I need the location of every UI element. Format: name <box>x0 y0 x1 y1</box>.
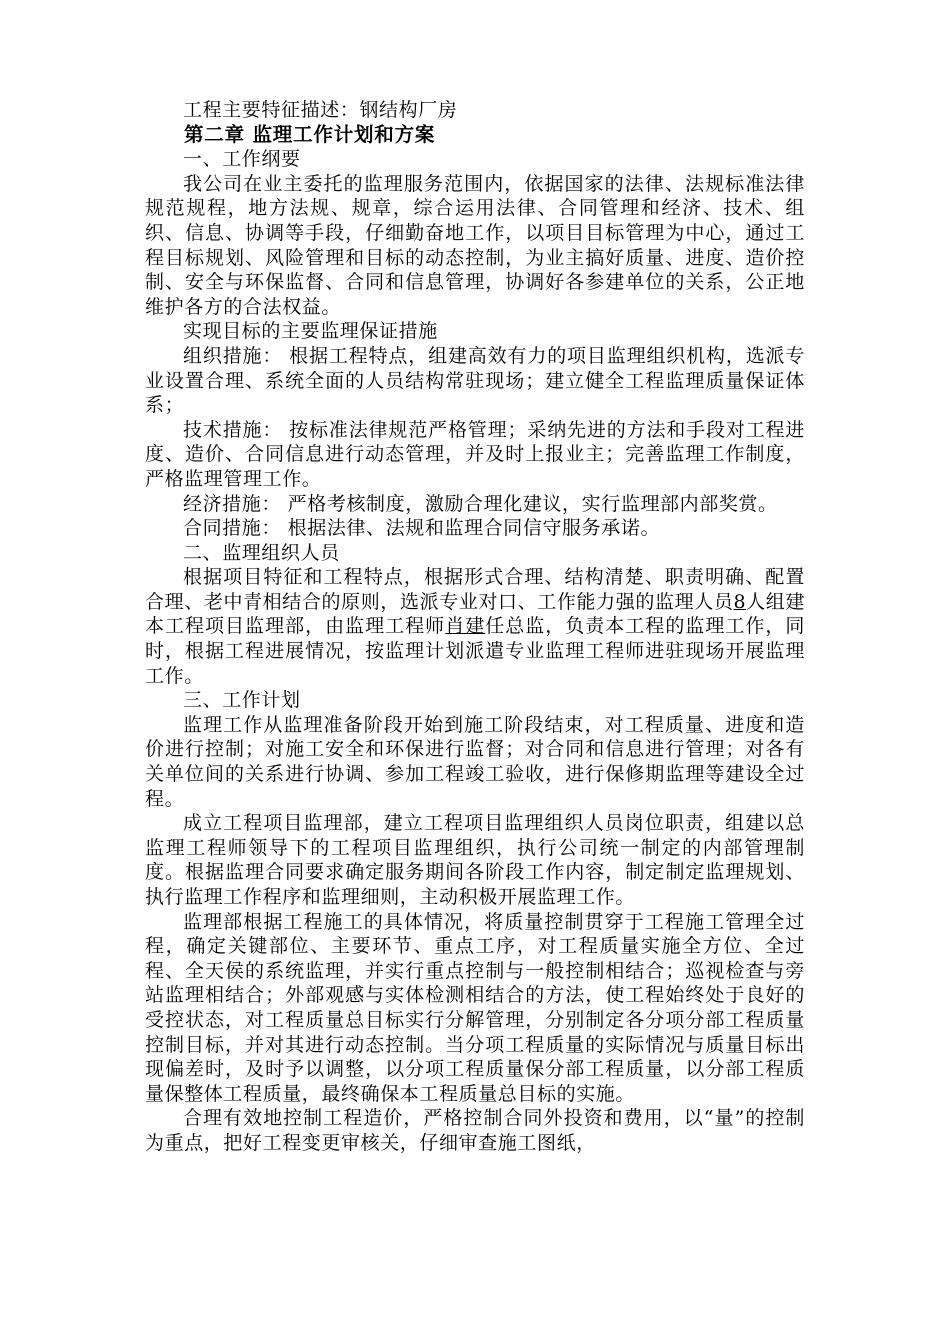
measures-title: 实现目标的主要监理保证措施 <box>183 320 438 343</box>
section3-paragraph-4: 合理有效地控制工程造价，严格控制合同外投资和费用，以“量”的控制为重点，把好工程变更审核关，仔细审查施工图纸， <box>145 1107 805 1154</box>
section1-title: 一、工作纲要 <box>183 148 301 171</box>
chief-supervisor-name: 肖建 <box>445 615 486 638</box>
section3-title: 三、工作计划 <box>183 689 301 712</box>
section3-paragraph-3: 监理部根据工程施工的具体情况，将质量控制贯穿于工程施工管理全过程，确定关键部位、主要环节、重点工序，对工程质量实施全方位、全过程、全天侯的系统监理，并实行重点控制与一般控制相结合；巡视检查与旁站监理相结合；外部观感与实体检测相结合的方法，使工程始终处于良好的受控状态，对工程质量总目标实行分解管理，分别制定各分项分部工程质量控制目标，并对其进行动态控制。当分项工程质量的实际情况与质量目标出现偏差时，及时予以调整，以分项工程质量保分部工程质量，以分部工程质量保整体工程质量，最终确保本工程质量总目标的实施。 <box>145 910 805 1105</box>
section3-paragraph-1: 监理工作从监理准备阶段开始到施工阶段结束，对工程质量、进度和造价进行控制；对施工安全和环保进行监督；对合同和信息进行管理；对各有关单位间的关系进行协调、参加工程竣工验收，进行保修期监理等建设全过程。 <box>145 713 805 810</box>
section1-paragraph: 我公司在业主委托的监理服务范围内，依据国家的法律、法规标准法律规范规程，地方法规、规章，综合运用法律、合同管理和经济、技术、组织、信息、协调等手段，仔细勤奋地工作，以项目目标管理为中心，通过工程目标规划、风险管理和目标的动态控制，为业主搞好质量、进度、造价控制、安全与环保监督、合同和信息管理，协调好各参建单位的关系，公正地维护各方的合法权益。 <box>145 172 805 318</box>
contract-measure: 合同措施： 根据法律、法规和监理合同信守服务承诺。 <box>183 517 661 540</box>
staff-count: 8 <box>733 590 747 613</box>
section2-paragraph <box>145 565 805 688</box>
document-body <box>145 98 805 1156</box>
organization-measure: 组织措施： 根据工程特点，组建高效有力的项目监理组织机构，选派专业设置合理、系统全面的人员结构常驻现场；建立健全工程监理质量保证体系； <box>145 344 805 417</box>
project-feature-line: 工程主要特征描述：钢结构厂房 <box>183 99 458 121</box>
section2-title: 二、监理组织人员 <box>183 541 340 564</box>
section2-text-before: 根据项目特征和工程特点，根据形式合理、结构清楚、职责明确、配置合理、老中青相结合的原则，选派专业对口、工作能力强的监理人员 <box>145 566 805 613</box>
section2-text-mid: 人组建本工程项目监理部，由监理工程师 <box>145 590 805 638</box>
economic-measure: 经济措施： 严格考核制度，激励合理化建议，实行监理部内部奖赏。 <box>183 492 778 515</box>
technical-measure: 技术措施： 按标准法律规范严格管理；采纳先进的方法和手段对工程进度、造价、合同信息进行动态管理，并及时上报业主；完善监理工作制度，严格监理管理工作。 <box>145 418 805 490</box>
section3-paragraph-2: 成立工程项目监理部，建立工程项目监理组织人员岗位职责，组建以总监理工程师领导下的工程项目监理组织，执行公司统一制定的内部管理制度。根据监理合同要求确定服务期间各阶段工作内容，制定制定监理规划、执行监理工作程序和监理细则，主动积极开展监理工作。 <box>145 812 805 908</box>
section2-text-after: 任总监，负责本工程的监理工作，同时，根据工程进展情况，按监理计划派遣专业监理工程师进驻现场开展监理工作。 <box>145 615 805 687</box>
chapter-title: 第二章 监理工作计划和方案 <box>184 122 436 146</box>
